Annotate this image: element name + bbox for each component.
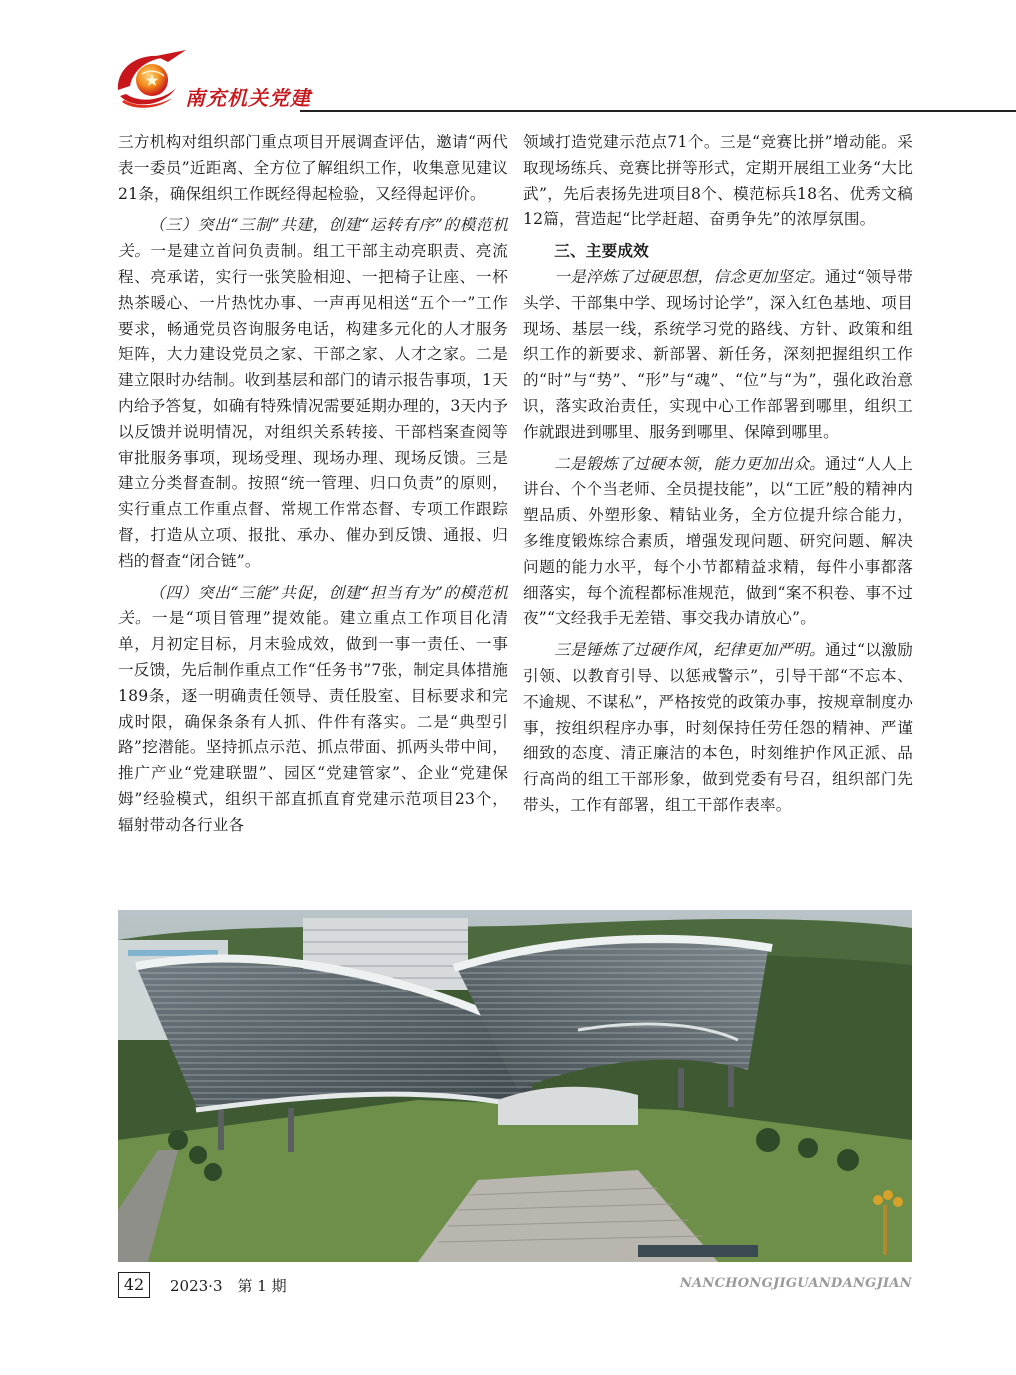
paragraph: 领域打造党建示范点71个。三是“竞赛比拼”增动能。采取现场练兵、竞赛比拼等形式，定期开展组工业务“大比武”，先后表扬先进项目8个、模范标兵18名、优秀文稿12篇，营造起“比学赶超、奋勇争先”的浓厚氛围。 [523, 133, 913, 229]
paragraph-lead: 一是淬炼了过硬思想，信念更加坚定。 [554, 267, 826, 286]
issue-label: 2023·3 第 1 期 [170, 1277, 287, 1295]
paragraph-body: 一是建立首问负责制。组工干部主动亮职责、亮流程、亮承诺，实行一张笑脸相迎、一把椅子让座、一杯热茶暖心、一片热忱办事、一声再见相送“五个一”工作要求，畅通党员咨询服务电话，构建多元化的人才服务矩阵，大力建设党员之家、干部之家、人才之家。二是建立限时办结制。收到基层和部门的请示报告事项，1天内给予答复，如确有特殊情况需要延期办理的，3天内予以反馈并说明情况，对组织关系转接、干部档案查阅等审批服务事项，现场受理、现场办理、现场反馈。三是建立分类督查制。按照“统一管理、归口负责”的原则，实行重点工作重点督、常规工作常态督、专项工作跟踪督，打造从立项、报批、承办、催办到反馈、通报、归档的督查“闭合链”。 [118, 242, 508, 570]
paragraph-lead: 三是锤炼了过硬作风，纪律更加严明。 [554, 641, 826, 660]
header-divider [300, 110, 1016, 112]
paragraph-lead: （三）突出“三制”共建，创建“运转有序”的模范机关。 [118, 216, 508, 261]
paragraph [523, 452, 913, 633]
right-column [523, 130, 913, 819]
page-footer [118, 1272, 912, 1302]
paragraph-body: 通过“领导带头学、干部集中学、现场讨论学”，深入红色基地、项目现场、基层一线，系统学习党的路线、方针、政策和组织工作的新要求、新部署、新任务，深刻把握组织工作的“时”与“势”、“形”与“魂”、“位”与“为”，强化政治意识，落实政治责任，实现中心工作部署到哪里，组织工作就跟进到哪里、服务到哪里、保障到哪里。 [523, 267, 913, 441]
paragraph [523, 638, 913, 819]
section-heading: 三、主要成效 [554, 242, 649, 261]
paragraph [118, 213, 508, 574]
paragraph-body: 一是“项目管理”提效能。建立重点工作项目化清单，月初定目标，月末验成效，做到一事一责任、一事一反馈，先后制作重点工作“任务书”7张，制定具体措施189条，逐一明确责任领导、责任股室、目标要求和完成时限，确保条条有人抓、件件有落实。二是“典型引路”挖潜能。坚持抓点示范、抓点带面、抓两头带中间，推广产业“党建联盟”、园区“党建管家”、企业“党建保姆”经验模式，组织干部直抓直育党建示范项目23个，辐射带动各行业各 [118, 609, 508, 834]
page-number: 42 [118, 1272, 150, 1298]
paragraph-lead: 二是锻炼了过硬本领，能力更加出众。 [554, 454, 826, 473]
paragraph-lead: （四）突出“三能”共促，创建“担当有为”的模范机关。 [118, 583, 508, 628]
left-column [118, 130, 508, 839]
paragraph-body: 通过“人人上讲台、个个当老师、全员提技能”，以“工匠”般的精神内塑品质、外塑形象、精钻业务，全方位提升综合能力，多维度锻炼综合素质，增强发现问题、研究问题、解决问题的能力水平，每个小节都精益求精，每件小事都落细落实，每个流程都标准规范，做到“案不积卷、事不过夜”“文经我手无差错、事交我办请放心”。 [523, 454, 913, 628]
brand-title: 南充机关党建 [185, 86, 311, 110]
paragraph: 三方机构对组织部门重点项目开展调查评估，邀请“两代表一委员”近距离、全方位了解组织工作，收集意见建议21条，确保组织工作既经得起检验，又经得起评价。 [118, 133, 508, 203]
page-header [0, 0, 1016, 120]
building-photo [118, 910, 912, 1262]
magazine-name-en: NANCHONGJIGUANDANGJIAN [679, 1276, 912, 1291]
paragraph [118, 581, 508, 839]
party-logo-icon [112, 44, 192, 112]
paragraph [523, 265, 913, 446]
paragraph-body: 通过“以激励引领、以教育引导、以惩戒警示”，引导干部“不忘本、不逾规、不谋私”，严格按党的政策办事，按规章制度办事，按组织程序办事，时刻保持任劳任怨的精神、严谨细致的态度、清正廉洁的本色，时刻维护作风正派、品行高尚的组工干部形象，做到党委有号召，组织部门先带头，工作有部署，组工干部作表率。 [523, 641, 913, 814]
